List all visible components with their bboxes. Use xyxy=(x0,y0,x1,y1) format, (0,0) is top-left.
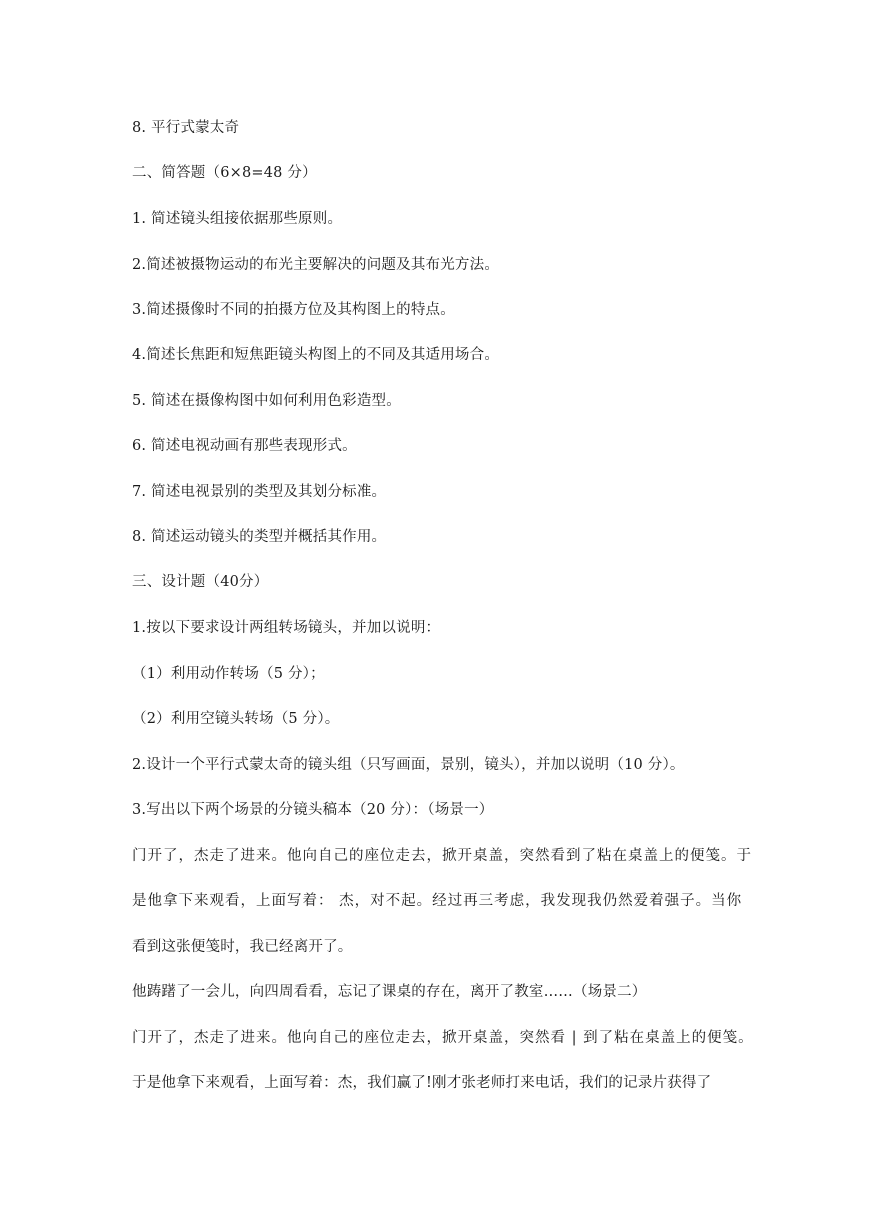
section-heading-short-answer: 二、简答题（6×8=48 分） xyxy=(132,165,317,181)
scene-1-paragraph-line-2: 是他拿下来观看，上面写着： 杰，对不起。经过再三考虑，我发现我仍然爱着强子。当你 xyxy=(132,893,743,909)
question-5: 5. 简述在摄像构图中如何利用色彩造型。 xyxy=(132,393,401,409)
scene-1-paragraph-line-1: 门开了，杰走了进来。他向自己的座位走去，掀开桌盖，突然看到了粘在桌盖上的便笺。于 xyxy=(132,848,752,864)
question-6: 6. 简述电视动画有那些表现形式。 xyxy=(132,438,357,454)
scene-2-paragraph-line-1: 门开了，杰走了进来。他向自己的座位走去，掀开桌盖，突然看 | 到了粘在桌盖上的便笺。 xyxy=(132,1030,754,1046)
scene-1-paragraph-line-3: 看到这张便笺时，我已经离开了。 xyxy=(132,939,353,955)
design-question-2: 2.设计一个平行式蒙太奇的镜头组（只写画面，景别，镜头），并加以说明（10 分）。 xyxy=(132,757,685,773)
scene-1-paragraph-line-4: 他踌躇了一会儿，向四周看看，忘记了课桌的存在，离开了教室……（场景二） xyxy=(132,984,647,1000)
question-3: 3.简述摄像时不同的拍摄方位及其构图上的特点。 xyxy=(132,302,455,318)
question-7: 7. 简述电视景别的类型及其划分标准。 xyxy=(132,484,387,500)
question-8: 8. 简述运动镜头的类型并概括其作用。 xyxy=(132,529,387,545)
item-8-parallel-montage: 8. 平行式蒙太奇 xyxy=(132,120,240,136)
question-4: 4.简述长焦距和短焦距镜头构图上的不同及其适用场合。 xyxy=(132,347,500,363)
scene-2-paragraph-line-2: 于是他拿下来观看，上面写着：杰，我们赢了!刚才张老师打来电话，我们的记录片获得了 xyxy=(132,1075,712,1091)
design-question-1-part-1: （1）利用动作转场（5 分）； xyxy=(132,666,325,682)
section-heading-design: 三、设计题（40分） xyxy=(132,574,269,590)
design-question-1-part-2: （2）利用空镜头转场（5 分）。 xyxy=(132,711,340,727)
question-2: 2.简述被摄物运动的布光主要解决的问题及其布光方法。 xyxy=(132,257,500,273)
design-question-3: 3.写出以下两个场景的分镜头稿本（20 分）：（场景一） xyxy=(132,802,494,818)
question-1: 1. 简述镜头组接依据那些原则。 xyxy=(132,211,343,227)
design-question-1: 1.按以下要求设计两组转场镜头，并加以说明： xyxy=(132,620,441,636)
